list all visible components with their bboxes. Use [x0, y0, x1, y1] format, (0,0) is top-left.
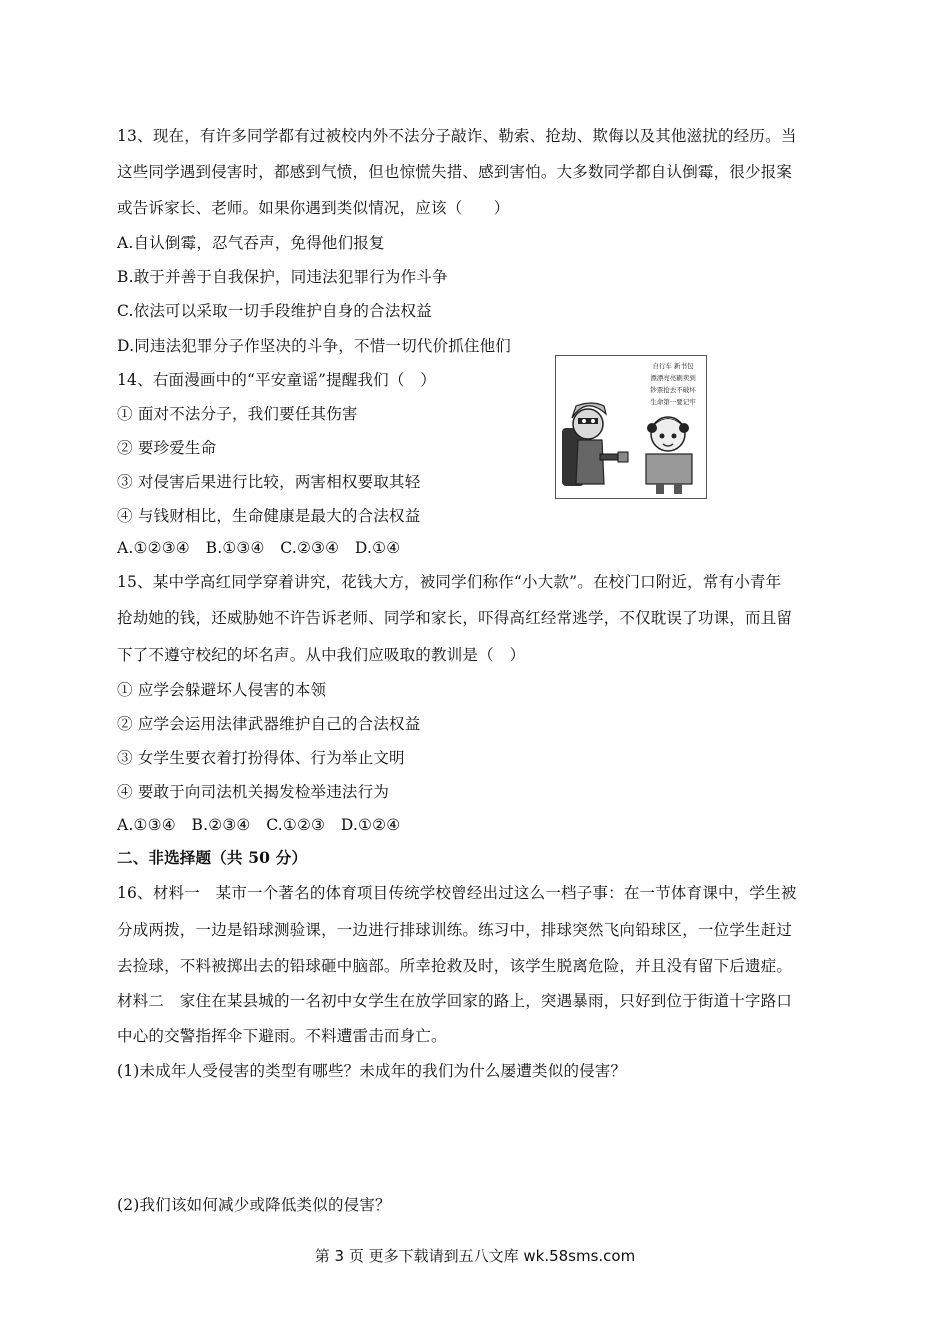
q13-option-d: D.同违法犯罪分子作坚决的斗争，不惜一切代价抓住他们 [117, 337, 512, 355]
q13-option-a: A.自认倒霉，忍气吞声，免得他们报复 [117, 234, 385, 252]
cartoon-caption-line-3: 钞票抢去不破坏 [650, 386, 696, 394]
section-heading: 二、非选择题（共 50 分） [117, 848, 308, 867]
q14-item-2: ② 要珍爱生命 [117, 439, 217, 457]
q14-item-4: ④ 与钱财相比，生命健康是最大的合法权益 [117, 507, 421, 525]
q13-option-c: C.依法可以采取一切手段维护自身的合法权益 [117, 302, 432, 320]
q14-choices: A.①②③④ B.①③④ C.②③④ D.①④ [117, 539, 401, 557]
q16-material1-line-3: 去捡球，不料被掷出去的铅球砸中脑部。所幸抢救及时，该学生脱离危险，并且没有留下后遗症。 [117, 957, 793, 975]
q15-item-2: ② 应学会运用法律武器维护自己的合法权益 [117, 715, 421, 733]
safety-cartoon-image [555, 355, 707, 499]
q16-subquestion-1: (1)未成年人受侵害的类型有哪些？未成年的我们为什么屡遭类似的侵害？ [117, 1062, 627, 1080]
q16-material1-line-2: 分成两拨，一边是铅球测验课，一边进行排球训练。练习中，排球突然飞向铅球区，一位学生赶过 [117, 921, 793, 939]
q16-material2-line-2: 中心的交警指挥伞下避雨。不料遭雷击而身亡。 [117, 1027, 447, 1045]
q13-line-1: 13、现在，有许多同学都有过被校内外不法分子敲诈、勒索、抢劫、欺侮以及其他滋扰的经历。当 [117, 127, 797, 145]
q15-item-4: ④ 要敢于向司法机关揭发检举违法行为 [117, 783, 390, 801]
page-footer: 第 3 页 更多下载请到五八文库 wk.58sms.com [314, 1247, 636, 1265]
q16-material2-line-1: 材料二 家住在某县城的一名初中女学生在放学回家的路上，突遇暴雨，只好到位于街道十字路口 [117, 992, 793, 1010]
cartoon-caption [642, 360, 704, 408]
q15-choices: A.①③④ B.②③④ C.①②③ D.①②④ [117, 816, 401, 834]
q15-item-3: ③ 女学生要衣着打扮得体、行为举止文明 [117, 749, 405, 767]
q14-item-3: ③ 对侵害后果进行比较，两害相权要取其轻 [117, 473, 421, 491]
q13-line-2: 这些同学遇到侵害时，都感到气愤，但也惊慌失措、感到害怕。大多数同学都自认倒霉，很少报案 [117, 163, 793, 181]
q15-line-1: 15、某中学高红同学穿着讲究，花钱大方，被同学们称作“小大款”。在校门口附近，常有小青年 [117, 573, 782, 591]
q16-subquestion-2: (2)我们该如何减少或降低类似的侵害？ [117, 1196, 391, 1214]
q15-item-1: ① 应学会躲避坏人侵害的本领 [117, 681, 327, 699]
q15-line-3: 下了不遵守校纪的坏名声。从中我们应吸取的教训是（ ） [117, 646, 526, 664]
q13-option-b: B.敢于并善于自我保护，同违法犯罪行为作斗争 [117, 268, 448, 286]
q15-line-2: 抢劫她的钱，还威胁她不许告诉老师、同学和家长，吓得高红经常逃学，不仅耽误了功课，而且留 [117, 609, 793, 627]
cartoon-caption-line-2: 漂漂亮亮刷卖到 [650, 374, 696, 382]
q16-material1-line-1: 16、材料一 某市一个著名的体育项目传统学校曾经出过这么一档子事：在一节体育课中，学生被 [117, 884, 797, 902]
cartoon-caption-line-4: 生命第一要记牢 [650, 398, 696, 406]
q13-line-3: 或告诉家长、老师。如果你遇到类似情况，应该（ ） [117, 199, 510, 217]
q14-item-1: ① 面对不法分子，我们要任其伤害 [117, 405, 358, 423]
cartoon-caption-line-1: 自行车 新书包 [652, 362, 694, 370]
q14-stem: 14、右面漫画中的“平安童谣”提醒我们（ ） [117, 371, 436, 389]
